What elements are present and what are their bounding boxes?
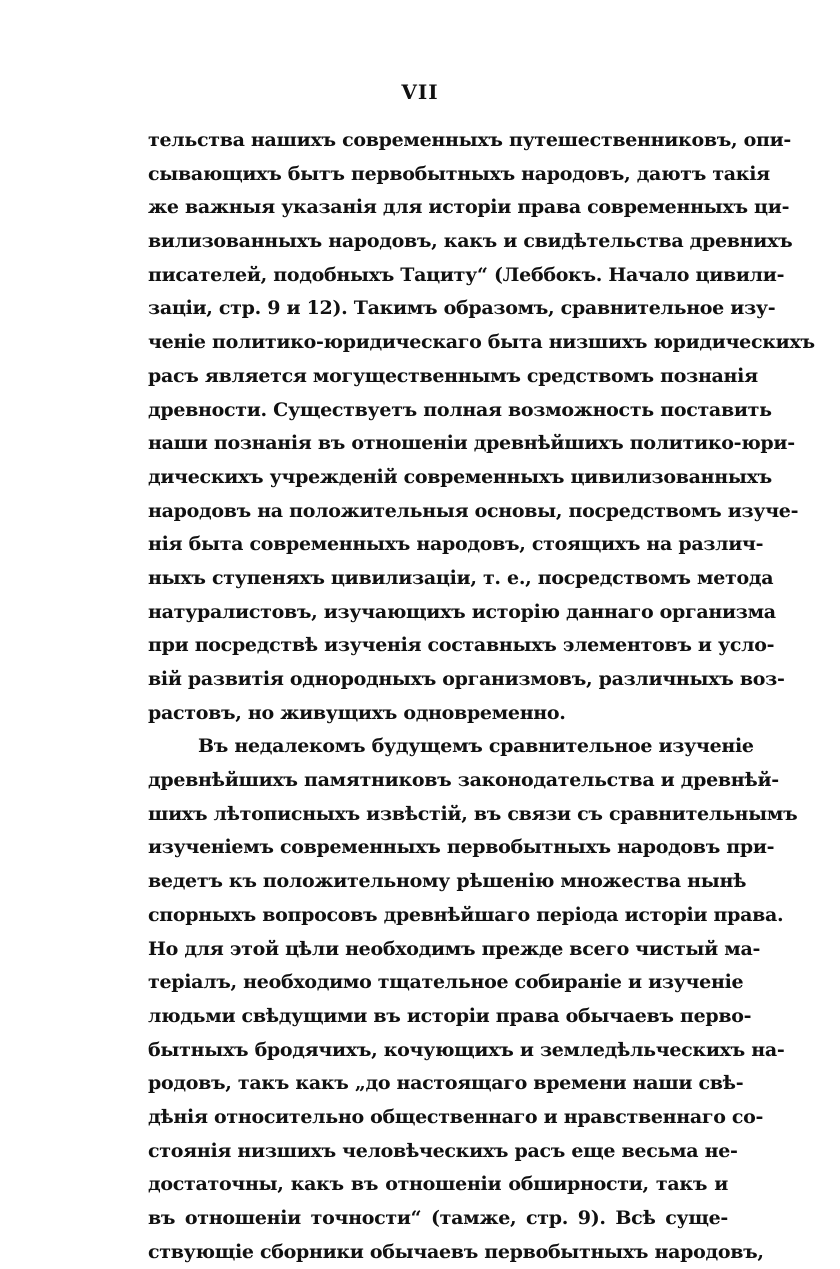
text-line: наши познанія въ отношеніи древнѣйшихъ политико-юри- [148,432,795,455]
text-line: теріалъ, необходимо тщательное собираніе и изученіе [148,971,744,994]
text-line: расъ является могущественнымъ средствомъ познанія [148,364,758,387]
text-line: тельства нашихъ современныхъ путешественниковъ, опи- [148,129,791,151]
text-line: спорныхъ вопросовъ древнѣйшаго періода исторіи права. [148,903,784,926]
text-line: въ отношеніи точности“ (тамже, стр. 9). Всѣ суще- [148,1207,728,1229]
text-line: Но для этой цѣли необходимъ прежде всего чистый ма- [148,937,761,960]
text-line: людьми свѣдущими въ исторіи права обычаевъ перво- [148,1004,752,1027]
paragraph-end-line: растовъ, но живущихъ одновременно. [148,701,566,724]
body-text [148,124,815,1269]
text-line: дѣнія относительно общественнаго и нравственнаго со- [148,1105,764,1128]
text-line: дическихъ учрежденій современныхъ цивилизованныхъ [148,465,772,488]
text-line: древности. Существуетъ полная возможность поставить [148,398,772,421]
text-line: при посредствѣ изученія составныхъ элементовъ и усло- [148,634,775,657]
text-line: же важныя указанія для исторіи права современныхъ ци- [148,196,790,219]
text-line: ствующіе сборники обычаевъ первобытныхъ народовъ, [148,1240,764,1263]
text-line: шихъ лѣтописныхъ извѣстій, въ связи съ сравнительнымъ [148,802,798,825]
text-line: заціи, стр. 9 и 12). Такимъ образомъ, сравнительное изу- [148,297,776,320]
text-line: народовъ на положительныя основы, посредствомъ изуче- [148,499,799,522]
text-line: ченіе политико-юридическаго быта низшихъ юридическихъ [148,331,815,354]
text-line: достаточны, какъ въ отношеніи обширности, такъ и [148,1173,728,1196]
text-line: вій развитія однородныхъ организмовъ, различныхъ воз- [148,668,785,690]
text-line: ныхъ ступеняхъ цивилизаціи, т. е., посредствомъ метода [148,566,774,589]
text-line: натуралистовъ, изучающихъ исторію даннаго организма [148,600,776,623]
text-line: писателей, подобныхъ Тациту“ (Леббокъ. Начало цивили- [148,263,785,286]
text-line: нія быта современныхъ народовъ, стоящихъ на различ- [148,533,764,556]
text-line: бытныхъ бродячихъ, кочующихъ и земледѣльческихъ на- [148,1038,785,1061]
text-line: изученіемъ современныхъ первобытныхъ народовъ при- [148,836,775,859]
text-line: вилизованныхъ народовъ, какъ и свидѣтельства древнихъ [148,230,793,253]
text-line: ведетъ къ положительному рѣшенію множества нынѣ [148,870,747,893]
text-line: сывающихъ бытъ первобытныхъ народовъ, даютъ такія [148,162,770,185]
paragraph-start-line: Въ недалекомъ будущемъ сравнительное изученіе [198,735,754,758]
text-line: родовъ, такъ какъ „до настоящаго времени наши свѣ- [148,1072,744,1095]
text-line: древнѣйшихъ памятниковъ законодательства и древнѣй- [148,769,779,792]
text-line: стоянія низшихъ человѣческихъ расъ еще весьма не- [148,1139,738,1162]
page-number: VII [401,80,439,104]
